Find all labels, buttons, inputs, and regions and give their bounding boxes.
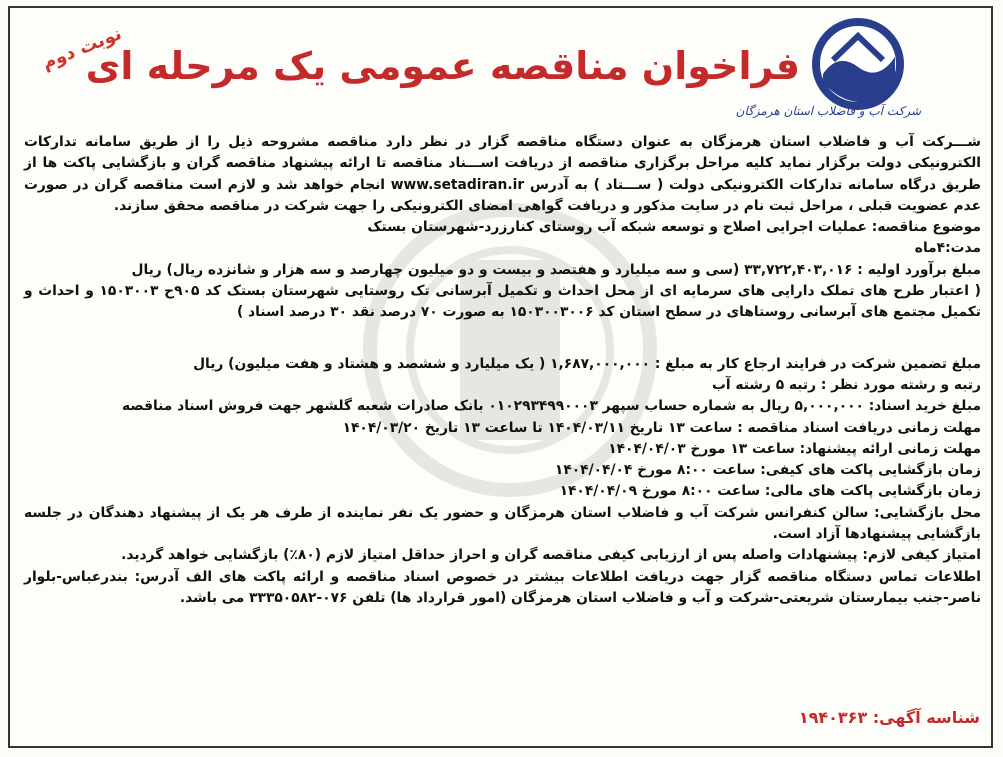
guarantee-line: مبلغ تضمین شرکت در فرایند ارجاع کار به مبلغ : ۱,۶۸۷,۰۰۰,۰۰۰ ( یک میلیارد و ششصد و هشتاد و هفت میلیون) ریال bbox=[193, 355, 981, 372]
notice-body bbox=[24, 132, 981, 609]
quality-opening-line: زمان بازگشایی پاکت های کیفی: ساعت ۸:۰۰ مورخ ۱۴۰۴/۰۴/۰۴ bbox=[554, 462, 981, 479]
subject-line: موضوع مناقصه: عملیات اجرایی اصلاح و توسعه شبکه آب روستای کنارزرد-شهرستان بستک bbox=[367, 219, 981, 236]
grade-line: رتبه و رشته مورد نظر : رتبه ۵ رشته آب bbox=[711, 376, 981, 393]
financial-opening-line: زمان بازگشایی پاکت های مالی: ساعت ۸:۰۰ مورخ ۱۴۰۴/۰۴/۰۹ bbox=[559, 483, 981, 500]
intro-paragraph: شـــرکت آب و فاضلاب استان هرمزگان به عنوان دستگاه مناقصه گزار در نظر دارد مناقصه مشروحه ذیل را از طریق سامانه تدارکات الکترونیکی دولت برگزار نماید کلیه مراحل برگزاری مناقصه از دریافت اســـناد مناقصه تا ارائه پیشنهاد مناقصه گران و بازگشایی پاکت ها از طریق درگاه سامانه تدارکات الکترونیکی دولت ( ســـتاد ) به آدرس www.setadiran.ir انجام خواهد شد و لازم است مناقصه گران در صورت عدم عضویت قبلی ، مراحل ثبت نام در سایت مذکور و دریافت گواهی امضای الکترونیکی را جهت شرکت در مناقصه محقق سازند. bbox=[24, 134, 981, 214]
contact-paragraph: اطلاعات تماس دستگاه مناقصه گزار جهت دریافت اطلاعات بیشتر در خصوص اسناد مناقصه و ارائه پاکت های الف آدرس: بندرعباس-بلوار ناصر-جنب بیمارستان شریعتی-شرکت و آب و فاضلاب استان هرمزگان (امور قرارداد ها) تلفن ۰۷۶-۳۳۳۵۰۵۸۲ می باشد. bbox=[24, 568, 981, 606]
logo-caption: شرکت آب و فاضلاب استان هرمزگان bbox=[735, 104, 921, 118]
opening-place-paragraph: محل بازگشایی: سالن کنفرانس شرکت آب و فاضلاب استان هرمزگان و حضور یک نفر نماینده از طرف هر یک از پیشنهاد دهندگان در جلسه بازگشایی پیشنهادها آزاد است. bbox=[24, 504, 981, 543]
round-badge: نوبت دوم bbox=[39, 23, 125, 74]
page-title: فراخوان مناقصه عمومی یک مرحله ای bbox=[85, 44, 800, 88]
duration-line: مدت:۴ماه bbox=[914, 240, 981, 257]
spacer bbox=[24, 324, 981, 354]
quality-score-line: امتیاز کیفی لازم: پیشنهادات واصله پس از ارزیابی کیفی مناقصه گران و احراز حداقل امتیاز لازم (۸۰٪) بازگشایی خواهد گردید. bbox=[121, 547, 981, 564]
purchase-line: مبلغ خرید اسناد: ۵,۰۰۰,۰۰۰ ریال به شماره حساب سپهر ۰۱۰۲۹۳۴۹۹۰۰۰۳ بانک صادرات شعبه گلشهر جهت فروش اسناد مناقصه bbox=[121, 398, 981, 415]
bid-deadline-line: مهلت زمانی ارائه پیشنهاد: ساعت ۱۳ مورخ ۱۴۰۴/۰۴/۰۳ bbox=[608, 440, 981, 457]
document-deadline-line: مهلت زمانی دریافت اسناد مناقصه : ساعت ۱۳ تاریخ ۱۴۰۴/۰۳/۱۱ تا ساعت ۱۳ تاریخ ۱۴۰۴/۰۳/۲۰ bbox=[342, 419, 981, 436]
credit-paragraph: ( اعتبار طرح های تملک دارایی های سرمایه ای از محل احداث و تکمیل آبرسانی تک روستایی شهرستان بستک کد ۹۰۵ح ۱۵۰۳۰۰۳ و احداث و تکمیل مجتمع های آبرسانی روستاهای در سطح استان کد ۱۵۰۳۰۰۳۰۰۶ به صورت ۷۰ درصد نقد ۳۰ درصد اسناد ) bbox=[24, 283, 981, 321]
ad-id: شناسه آگهی: ۱۹۴۰۳۶۳ bbox=[798, 708, 980, 727]
estimate-line: مبلغ برآورد اولیه : ۳۳,۷۲۲,۴۰۳,۰۱۶ (سی و سه میلیارد و هفتصد و بیست و دو میلیون چهارصد و سه هزار و شانزده ریال) ریال bbox=[131, 261, 981, 278]
